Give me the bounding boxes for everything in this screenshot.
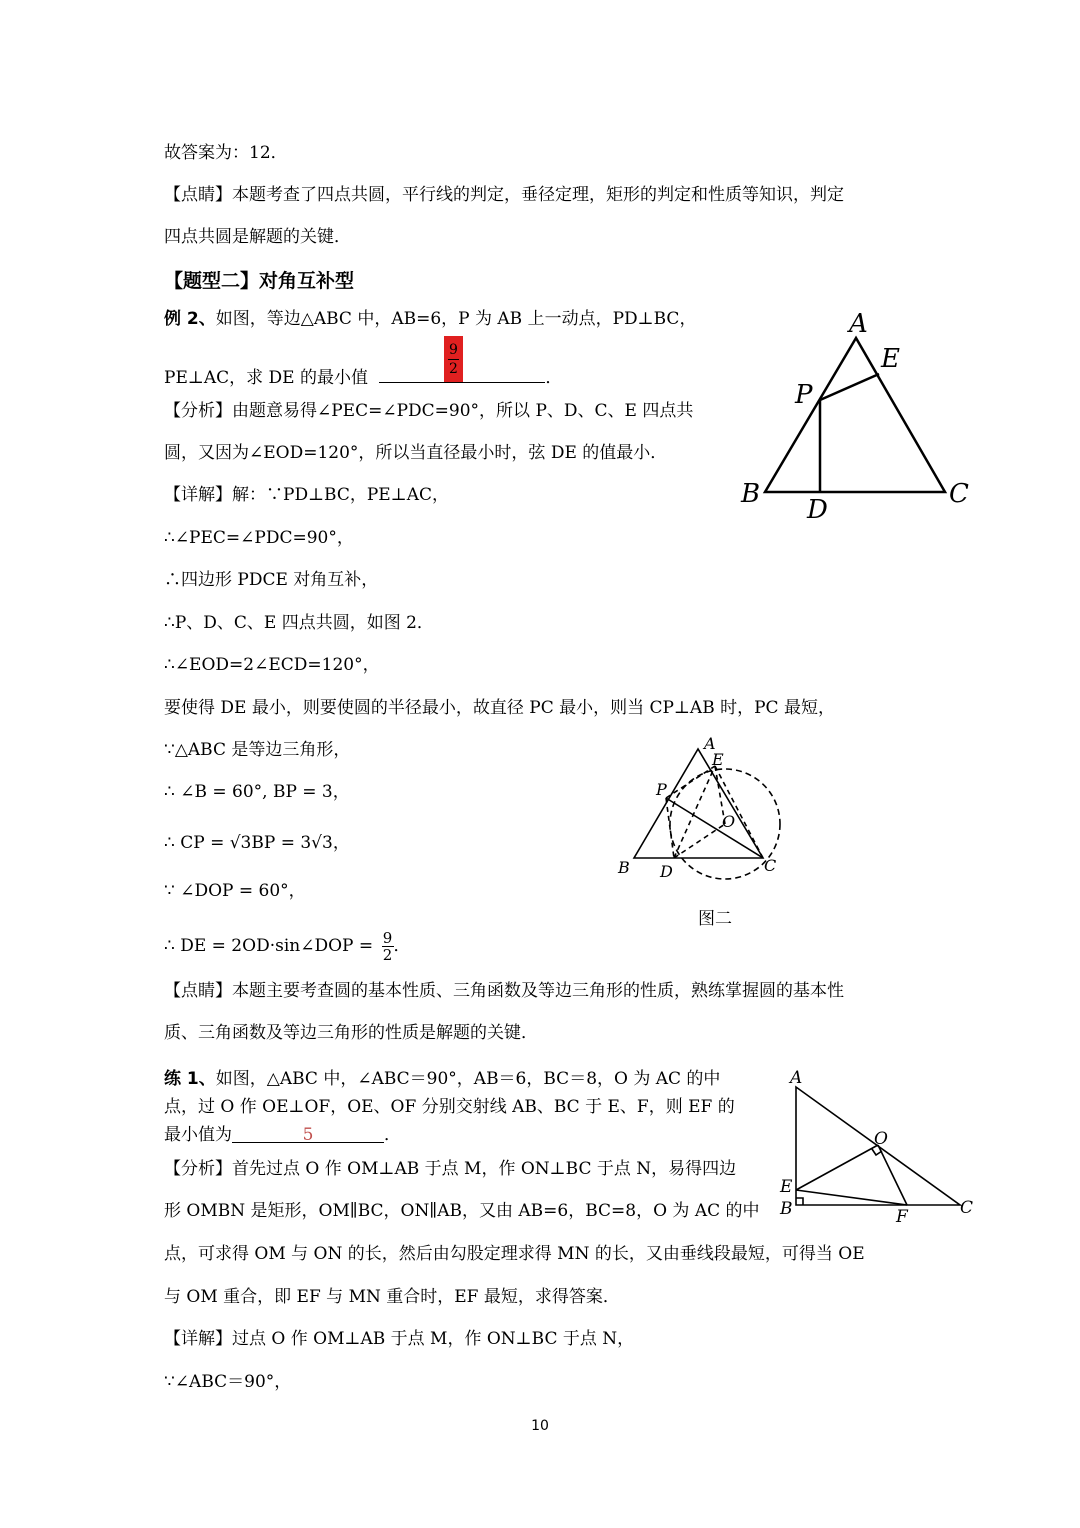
analysis-line-2: 圆，又因为∠EOD=120°，所以当直径最小时，弦 DE 的值最小． (164, 443, 668, 463)
practice-1-line-1 (164, 1068, 720, 1090)
practice-1-line-3 (164, 1124, 401, 1146)
detail-line-10: ∵ ∠DOP = 60°， (164, 881, 306, 901)
label-a: A (849, 309, 868, 339)
detail-line-11 (164, 930, 411, 963)
fig3-label-c: C (960, 1198, 974, 1218)
analysis-2-line-4: 与 OM 重合，即 EF 与 MN 重合时，EF 最短，求得答案． (164, 1287, 620, 1307)
fig3-label-a: A (790, 1068, 803, 1088)
fig2-label-c: C (764, 856, 777, 875)
practice-1-answer-blank (232, 1124, 384, 1143)
detail-2-line-1: 【详解】过点 O 作 OM⊥AB 于点 M，作 ON⊥BC 于点 N， (164, 1329, 635, 1349)
segment-of (878, 1145, 907, 1205)
comment-line-1: 【点睛】本题考查了四点共圆，平行线的判定，垂径定理，矩形的判定和性质等知识，判定 (164, 185, 844, 205)
figure-2-caption: 图二 (698, 909, 732, 929)
practice-1-end: ． (384, 1125, 401, 1145)
practice-1-label: 练 1、 (164, 1069, 216, 1089)
fig3-label-b: B (780, 1199, 793, 1219)
figure-3-right-triangle (775, 1065, 980, 1225)
segment-eo (796, 1145, 878, 1190)
detail-line-9: ∴ CP = √3BP = 3√3， (164, 833, 350, 853)
fig2-label-b: B (618, 858, 630, 877)
detail-line-11-end: ． (393, 936, 411, 956)
practice-1-line-2: 点，过 O 作 OE⊥OF，OE、OF 分别交射线 AB、BC 于 E、F，则 EF 的 (164, 1097, 735, 1117)
example-2-answer-box (444, 336, 463, 382)
analysis-2-line-1: 【分析】首先过点 O 作 OM⊥AB 于点 M，作 ON⊥BC 于点 N，易得四边 (164, 1159, 737, 1179)
example-2-label: 例 2、 (164, 309, 216, 329)
practice-1-question: 最小值为 (164, 1125, 232, 1145)
analysis-line-1: 【分析】由题意易得∠PEC=∠PDC=90°，所以 P、D、C、E 四点共 (164, 401, 694, 421)
fig2-label-p: P (656, 780, 667, 799)
segment-ef (796, 1190, 907, 1205)
label-b: B (741, 479, 761, 509)
detail-2-line-2: ∵∠ABC＝90°， (164, 1372, 292, 1392)
comment-line-2: 四点共圆是解题的关键． (164, 227, 351, 247)
fig3-label-o: O (874, 1129, 888, 1149)
figure-2-circle (612, 735, 792, 895)
example-2-end: ． (545, 368, 563, 388)
section-heading: 【题型二】对角互补型 (164, 270, 355, 292)
analysis-2-line-3: 点，可求得 OM 与 ON 的长，然后由勾股定理求得 MN 的长，又由垂线段最短，可得当 OE (164, 1244, 865, 1264)
detail-line-4: ∴P、D、C、E 四点共圆，如图 2． (164, 613, 434, 633)
fraction (382, 930, 394, 963)
detail-line-2: ∴∠PEC=∠PDC=90°， (164, 528, 354, 548)
fig3-label-f: F (896, 1207, 908, 1227)
fig2-label-a: A (704, 734, 716, 753)
detail-line-7: ∵△ABC 是等边三角形， (164, 740, 351, 760)
fig2-label-o: O (722, 812, 736, 831)
example-2-line-2 (164, 364, 562, 389)
example-2-answer-denominator: 2 (449, 360, 458, 377)
practice-1-answer: 5 (302, 1125, 314, 1145)
segment-pe (820, 374, 879, 400)
label-d: D (807, 495, 828, 525)
detail-line-5: ∴∠EOD=2∠ECD=120°， (164, 655, 380, 675)
example-2-answer-numerator: 9 (449, 341, 458, 358)
fraction-denominator: 2 (382, 946, 393, 964)
page-number: 10 (531, 1418, 549, 1434)
label-e: E (881, 344, 900, 374)
detail-line-8: ∴ ∠B = 60°, BP = 3， (164, 782, 350, 802)
point-line-1: 【点睛】本题主要考查圆的基本性质、三角函数及等边三角形的性质，熟练掌握圆的基本性 (164, 981, 844, 1001)
point-line-2: 质、三角函数及等边三角形的性质是解题的关键． (164, 1023, 538, 1043)
practice-1-text: 如图，△ABC 中，∠ABC＝90°，AB＝6，BC＝8，O 为 AC 的中 (215, 1069, 721, 1089)
fig2-label-d: D (660, 862, 673, 881)
label-p: P (795, 380, 813, 410)
fraction-numerator: 9 (382, 929, 393, 947)
fig2-label-e: E (712, 750, 724, 769)
label-c: C (949, 479, 969, 509)
analysis-2-line-2: 形 OMBN 是矩形，OM∥BC，ON∥AB，又由 AB=6，BC=8，O 为 AC 的中 (164, 1201, 760, 1221)
example-2-question: PE⊥AC，求 DE 的最小值 (164, 368, 368, 388)
example-2-text: 如图，等边△ABC 中，AB=6，P 为 AB 上一动点，PD⊥BC， (215, 309, 697, 329)
detail-line-6: 要使得 DE 最小，则要使圆的半径最小，故直径 PC 最小，则当 CP⊥AB 时，PC 最短， (164, 698, 835, 718)
example-2-line-1 (164, 308, 696, 330)
figure-1-triangle (735, 305, 985, 525)
detail-line-11-text: ∴ DE = 2OD·sin∠DOP = (164, 936, 374, 956)
triangle-abc (765, 338, 945, 492)
fig3-label-e: E (780, 1177, 793, 1197)
detail-line-1: 【详解】解：∵PD⊥BC，PE⊥AC， (164, 485, 449, 505)
detail-line-3: ∴四边形 PDCE 对角互补， (164, 570, 379, 590)
answer-line: 故答案为：12． (164, 143, 288, 163)
